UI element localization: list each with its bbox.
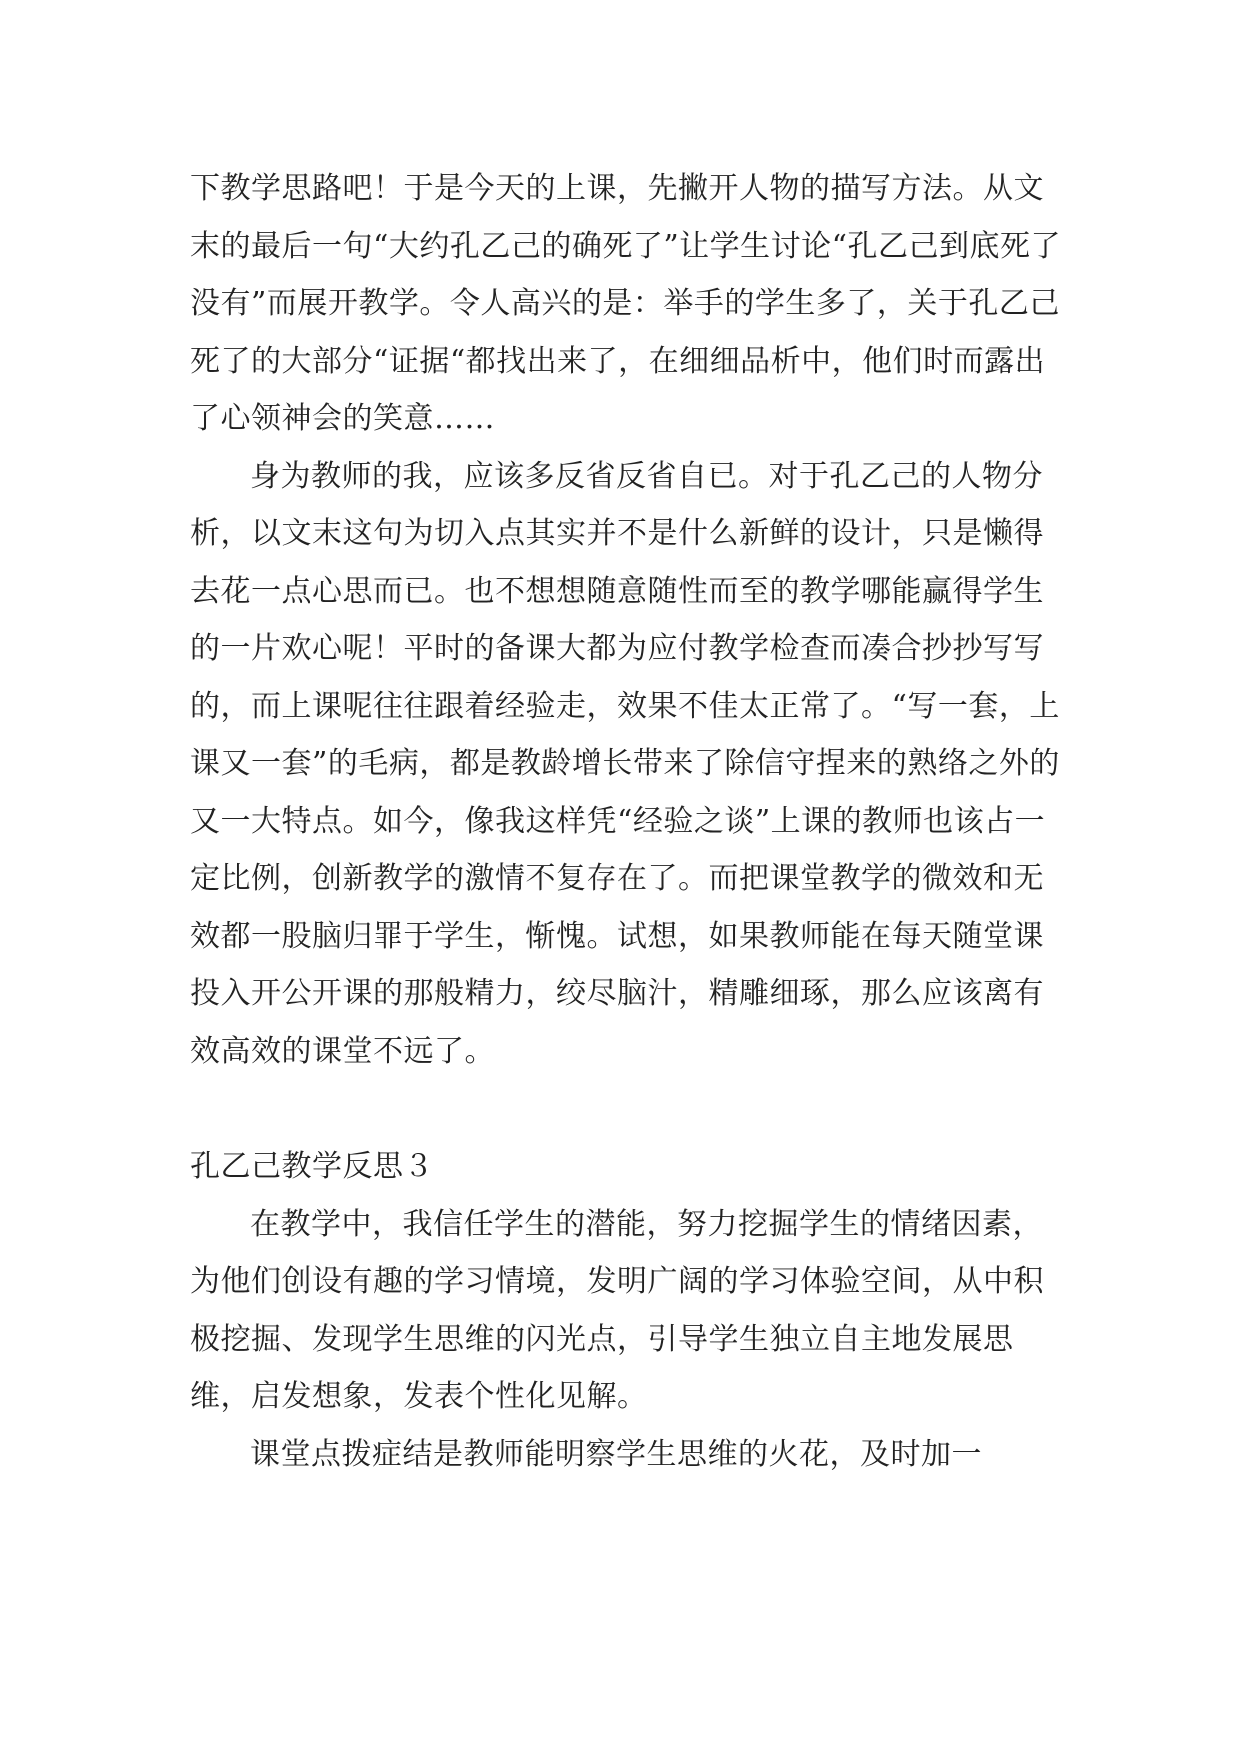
section-spacer [190, 1080, 1070, 1138]
section-heading-reflection-3: 孔乙己教学反思３ [190, 1149, 434, 1184]
document-body [190, 160, 1070, 1483]
paragraph-continued-teaching-idea: 下教学思路吧！于是今天的上课，先撇开人物的描写方法。从文末的最后一句“大约孔乙己的确死了”让学生讨论“孔乙己到底死了没有”而展开教学。令人高兴的是：举手的学生多了，关于孔乙己死了的大部分“证据“都找出来了，在细细品析中，他们时而露出了心领神会的笑意…… [190, 171, 1062, 436]
paragraph-classroom-guidance: 课堂点拨症结是教师能明察学生思维的火花，及时加一 [250, 1436, 982, 1472]
paragraph-student-potential: 在教学中，我信任学生的潜能，努力挖掘学生的情绪因素，为他们创设有趣的学习情境，发明广阔的学习体验空间，从中积极挖掘、发现学生思维的闪光点，引导学生独立自主地发展思维，启发想象，发表个性化见解。 [190, 1206, 1044, 1414]
paragraph-self-reflection: 身为教师的我，应该多反省反省自已。对于孔乙己的人物分析，以文末这句为切入点其实并不是什么新鲜的设计，只是懒得去花一点心思而已。也不想想随意随性而至的教学哪能赢得学生的一片欢心呢！平时的备课大都为应付教学检查而凑合抄抄写写的，而上课呢往往跟着经验走，效果不佳太正常了。“写一套，上课又一套”的毛病，都是教龄增长带来了除信守捏来的熟络之外的又一大特点。如今，像我这样凭“经验之谈”上课的教师也该占一定比例，创新教学的激情不复存在了。而把课堂教学的微效和无效都一股脑归罪于学生，惭愧。试想，如果教师能在每天随堂课投入开公开课的那般精力，绞尽脑汁，精雕细琢，那么应该离有效高效的课堂不远了。 [190, 458, 1060, 1069]
